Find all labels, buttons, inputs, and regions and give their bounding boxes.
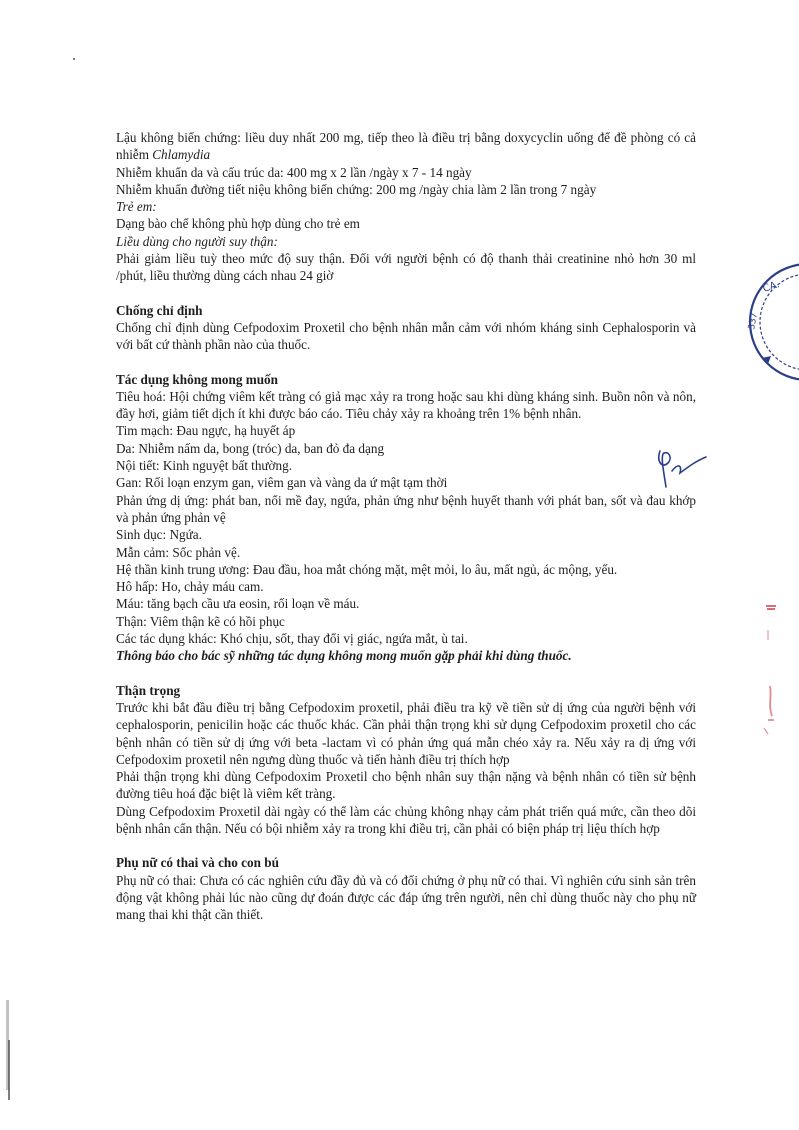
side-effect-item: Phản ứng dị ứng: phát ban, nổi mề đay, ngứa, phản ứng như bệnh huyết thanh với phát ban, sốt và đau khớp và phản ứng phản vệ xyxy=(116,492,696,525)
side-effects-title: Tác dụng không mong muốn xyxy=(116,371,278,387)
dosage-urinary: Nhiễm khuẩn đường tiết niệu không biến chứng: 200 mg /ngày chia làm 2 lần trong 7 ngày xyxy=(116,181,597,197)
contraindications-text: Chống chỉ định dùng Cefpodoxim Proxetil cho bệnh nhân mẫn cảm với nhóm kháng sinh Cephalosporin và với bất cứ thành phần nào của thuốc. xyxy=(116,319,696,353)
precautions-paragraph: Dùng Cefpodoxim Proxetil dài ngày có thể làm các chủng không nhạy cảm phát triển quá mức, cần theo dõi bệnh nhân cẩn thận. Nếu có bội nhiễm xảy ra trong khi điều trị, cần phải có biện pháp trị liệu thích hợp xyxy=(116,803,696,836)
side-effect-item: Các tác dụng khác: Khó chịu, sốt, thay đổi vị giác, ngứa mắt, ù tai. xyxy=(116,631,468,647)
pregnancy-section xyxy=(116,854,696,923)
gonorrhea-text: Lậu không biến chứng: liều duy nhất 200 mg, tiếp theo là điều trị bằng doxycyclin uống để đề phòng có cả nhiễm xyxy=(116,130,696,163)
precautions-paragraph: Phải thận trọng khi dùng Cefpodoxim Proxetil cho bệnh nhân suy thận nặng và bệnh nhân có tiền sử bệnh đường tiêu hoá đặc biệt là viêm kết tràng. xyxy=(116,769,696,802)
pregnancy-title: Phụ nữ có thai và cho con bú xyxy=(116,855,279,871)
side-effect-item: Hô hấp: Ho, chảy máu cam. xyxy=(116,579,264,595)
scan-edge-shadow xyxy=(0,980,18,1130)
side-effect-item: Tim mạch: Đau ngực, hạ huyết áp xyxy=(116,423,296,439)
svg-text:337: 337 xyxy=(747,311,760,331)
contraindications-title: Chống chỉ định xyxy=(116,302,203,318)
renal-text: Phải giảm liều tuỳ theo mức độ suy thận. Đối với người bệnh có độ thanh thải creatinine nhỏ hơn 30 ml /phút, liều thường dùng cách nhau 24 giờ xyxy=(116,251,696,284)
children-label: Trẻ em: xyxy=(116,199,157,215)
side-effect-item: Máu: tăng bạch cầu ưa eosin, rối loạn về máu. xyxy=(116,596,360,612)
document-body xyxy=(116,129,696,923)
red-ink-marks-icon xyxy=(758,600,784,740)
precautions-section xyxy=(116,682,696,838)
precautions-paragraph: Trước khi bắt đầu điều trị bằng Cefpodoxim proxetil, phải điều tra kỹ về tiền sử dị ứng của người bệnh với cephalosporin, penicilin hoặc các thuốc khác. Cần phải thận trọng khi sử dụng Cefpodoxim proxetil cho các bệnh nhân có tiền sử dị ứng với beta -lactam vì có phản ứng quá mẫn chéo xảy ra. Nếu xảy ra dị ứng với Cefpodoxim proxetil nên ngưng dùng thuốc và tiến hành điều trị thích hợp xyxy=(116,699,696,767)
side-effect-item: Sinh dục: Ngứa. xyxy=(116,527,202,543)
chlamydia-term: Chlamydia xyxy=(152,147,211,163)
side-effect-item: Tiêu hoá: Hội chứng viêm kết tràng có giả mạc xảy ra trong hoặc sau khi dùng kháng sinh. Buồn nôn và nôn, đầy hơi, giảm tiết dịch ít khi được báo cáo. Tiêu chảy xảy ra khoảng trên 1% bệnh nhân. xyxy=(116,388,696,422)
dosage-section xyxy=(116,129,696,285)
renal-label: Liều dùng cho người suy thận: xyxy=(116,233,278,249)
side-effect-item: Gan: Rối loạn enzym gan, viêm gan và vàng da ứ mật tạm thời xyxy=(116,475,448,491)
side-effect-item: Mẫn cảm: Sốc phản vệ. xyxy=(116,544,241,560)
signature-icon xyxy=(652,443,708,493)
dosage-gonorrhea xyxy=(116,129,696,164)
side-effect-item: Hệ thần kinh trung ương: Đau đầu, hoa mắt chóng mặt, mệt mỏi, lo âu, mất ngủ, ác mộng, yếu. xyxy=(116,561,618,577)
side-effect-item: Thận: Viêm thận kẽ có hồi phục xyxy=(116,613,285,629)
side-effect-item: Da: Nhiễm nấm da, bong (tróc) da, ban đỏ đa dạng xyxy=(116,440,385,456)
children-text: Dạng bào chế không phù hợp dùng cho trẻ em xyxy=(116,216,360,232)
svg-text:CA.: CA. xyxy=(761,279,781,295)
side-effects-section xyxy=(116,371,696,665)
scan-speck xyxy=(73,58,75,60)
pregnancy-text: Phụ nữ có thai: Chưa có các nghiên cứu đầy đủ và có đối chứng ở phụ nữ có thai. Vì nghiên cứu sinh sản trên động vật không phải lúc nào cũng dự đoán được các đáp ứng trên người, nên chỉ dùng thuốc này cho phụ nữ mang thai khi thật cần thiết. xyxy=(116,872,696,923)
side-effects-notice: Thông báo cho bác sỹ những tác dụng không mong muốn gặp phải khi dùng thuốc. xyxy=(116,648,572,664)
precautions-title: Thận trọng xyxy=(116,682,181,698)
contraindications-section xyxy=(116,302,696,354)
dosage-skin: Nhiễm khuẩn da và cấu trúc da: 400 mg x 2 lần /ngày x 7 - 14 ngày xyxy=(116,164,472,180)
stamp-fragment-icon xyxy=(738,258,799,386)
side-effect-item: Nội tiết: Kinh nguyệt bất thường. xyxy=(116,458,293,474)
